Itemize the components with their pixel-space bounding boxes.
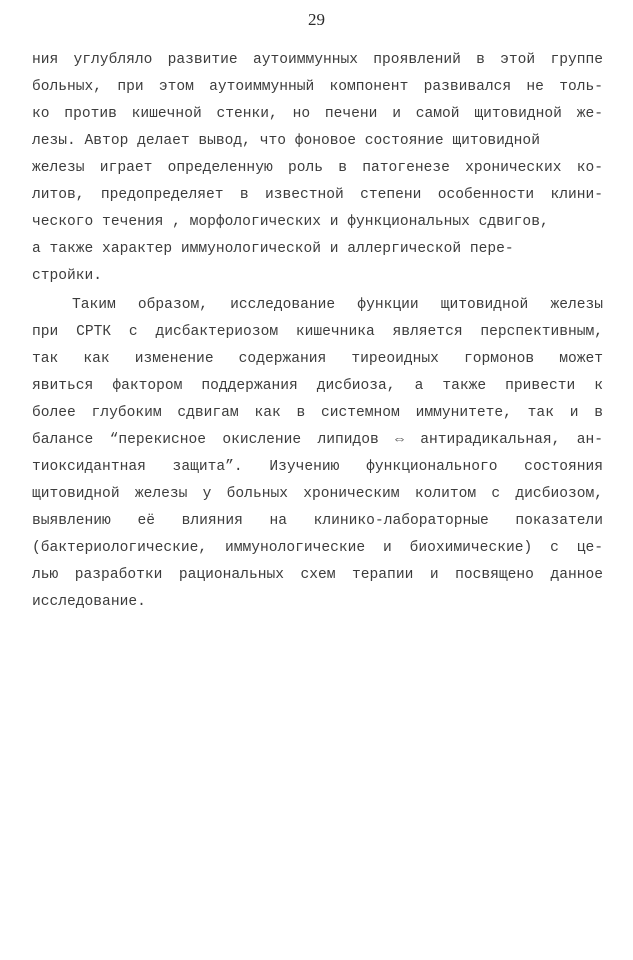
text-line: стройки. [32, 268, 103, 284]
text-line: ко против кишечной стенки, но печени и самой щитовидной же- [32, 106, 603, 122]
text-line: лезы. Автор делает вывод, что фоновое состояние щитовидной [32, 133, 540, 149]
text-line: ния углубляло развитие аутоиммунных проявлений в этой группе [32, 52, 603, 68]
text-line: более глубоким сдвигам как в системном иммунитете, так и в [32, 405, 603, 421]
text-line: балансе “перекисное окисление липидов ⇔ антирадикальная, ан- [32, 432, 603, 448]
text-line: железы играет определенную роль в патогенезе хронических ко- [32, 160, 603, 176]
text-line: явиться фактором поддержания дисбиоза, а также привести к [32, 378, 603, 394]
text-line: ческого течения , морфологических и функциональных сдвигов, [32, 214, 549, 230]
text-line: при СРТК с дисбактериозом кишечника является перспективным, [32, 324, 603, 340]
text-line: (бактериологические, иммунологические и биохимические) с це- [32, 540, 603, 556]
text-line: так как изменение содержания тиреоидных гормонов может [32, 351, 603, 367]
text-line: Таким образом, исследование функции щитовидной железы [72, 297, 603, 313]
text-line: лью разработки рациональных схем терапии и посвящено данное [32, 567, 603, 583]
text-line: больных, при этом аутоиммунный компонент развивался не толь- [32, 79, 603, 95]
text-line: исследование. [32, 594, 146, 610]
text-line: тиоксидантная защита”. Изучению функционального состояния [32, 459, 603, 475]
text-line: щитовидной железы у больных хроническим колитом с дисбиозом, [32, 486, 603, 502]
text-line: литов, предопределяет в известной степени особенности клини- [32, 187, 603, 203]
text-line: выявлению её влияния на клинико-лабораторные показатели [32, 513, 603, 529]
text-line: а также характер иммунологической и аллергической пере- [32, 241, 514, 257]
page-number: 29 [308, 10, 325, 29]
